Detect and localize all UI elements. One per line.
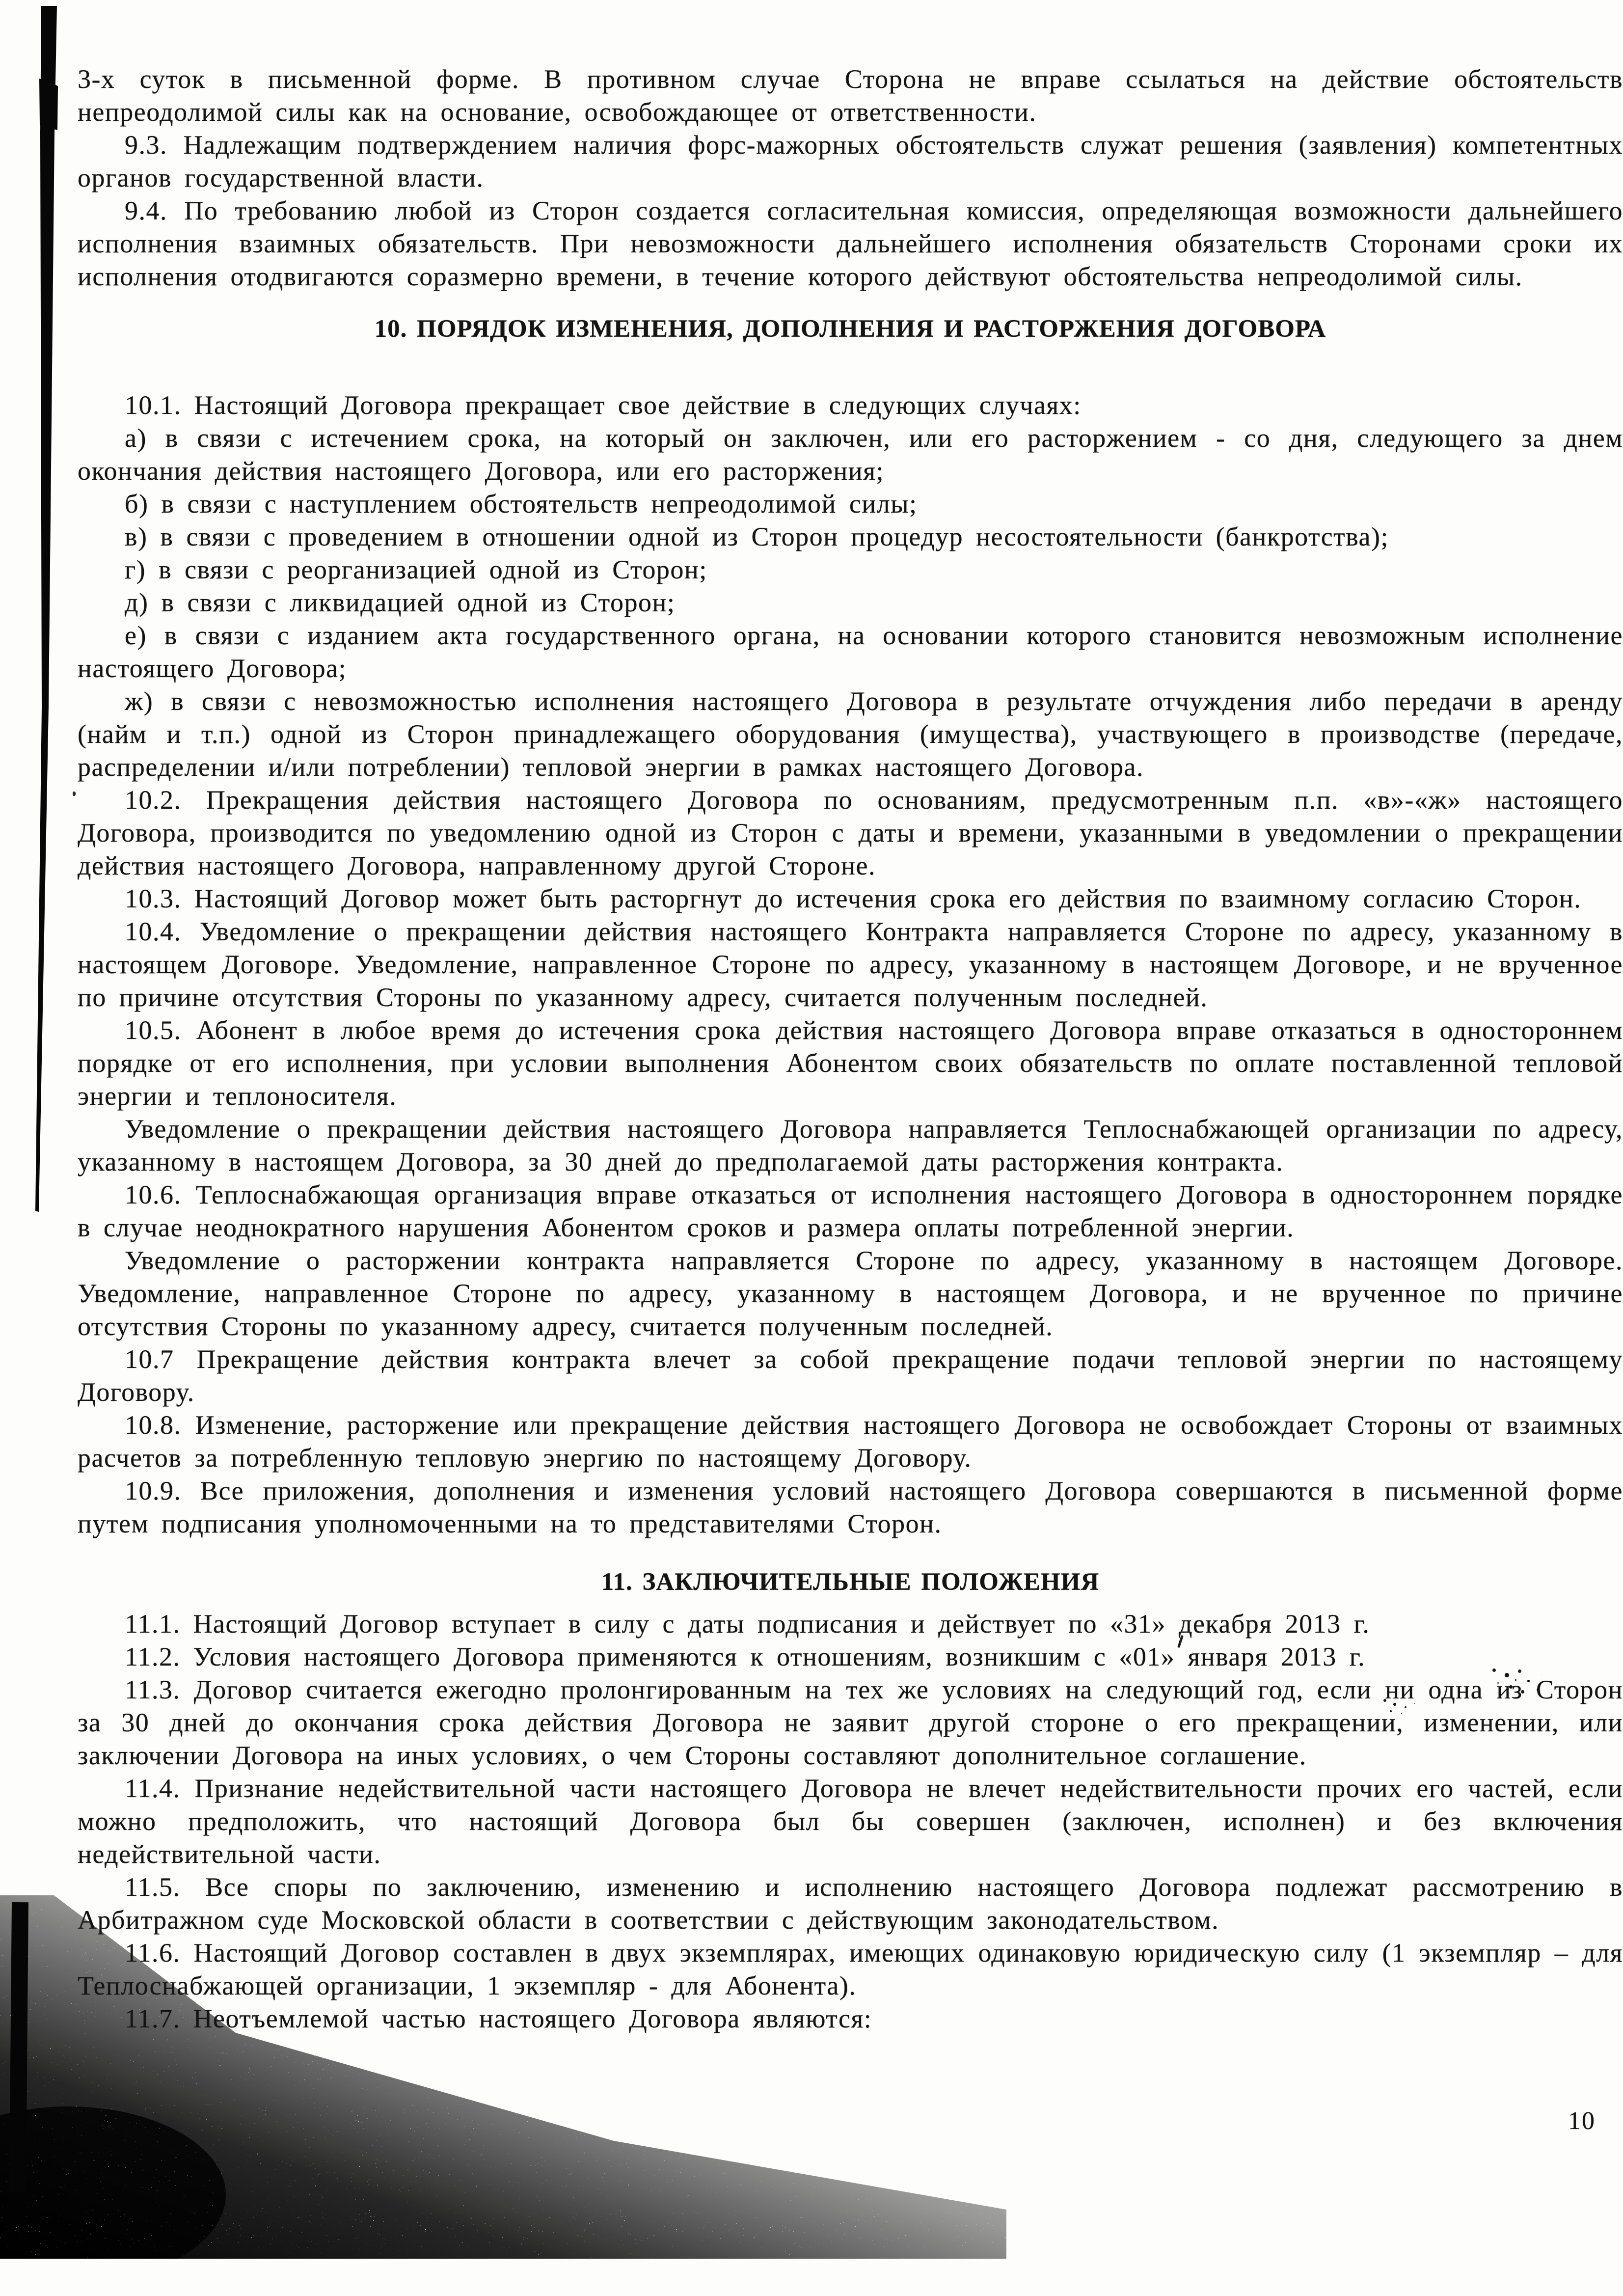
paragraph: 11.4. Признание недействительной части настоящего Договора не влечет недействительности прочих его частей, если можно предположить, что настоящий Договора был бы совершен (заключен, исполнен) и без включения недействительной части. bbox=[78, 1774, 1623, 1869]
paragraph: 3-х суток в письменной форме. В противном случае Сторона не вправе ссылаться на действие обстоятельств непреодолимой силы как на основание, освобождающее от ответственности. bbox=[78, 64, 1623, 127]
paragraph: в) в связи с проведением в отношении одной из Сторон процедур несостоятельности (банкротства); bbox=[125, 522, 1389, 551]
paragraph: 10.9. Все приложения, дополнения и изменения условий настоящего Договора совершаются в письменной форме путем подписания уполномоченными на то представителями Сторон. bbox=[78, 1476, 1623, 1538]
paragraph: е) в связи с изданием акта государственного органа, на основании которого становится невозможным исполнение настоящего Договора; bbox=[78, 621, 1623, 683]
paragraph: 11.7. Неотъемлемой частью настоящего Договора являются: bbox=[125, 2004, 872, 2033]
paragraph: 10.3. Настоящий Договор может быть расторгнут до истечения срока его действия по взаимному согласию Сторон. bbox=[125, 884, 1582, 913]
paragraph: 10.8. Изменение, расторжение или прекращение действия настоящего Договора не освобождает Стороны от взаимных расчетов за потребленную тепловую энергию по настоящему Договору. bbox=[78, 1410, 1623, 1473]
scan-artifact-left-bar bbox=[0, 0, 69, 1237]
paragraph: 9.4. По требованию любой из Сторон создается согласительная комиссия, определяющая возможности дальнейшего исполнения взаимных обязательств. При невозможности дальнейшего исполнения обязательств Сторонами сроки их исполнения отодвигаются соразмерно времени, в течение которого действуют обстоятельства непреодолимой силы. bbox=[78, 196, 1623, 291]
paragraph: Уведомление о расторжении контракта направляется Стороне по адресу, указанному в настоящем Договоре. Уведомление, направленное Стороне по адресу, указанному в настоящем Договора, и не врученное по причине отсутствия Стороны по указанному адресу, считается полученным последней. bbox=[78, 1246, 1623, 1341]
paragraph: д) в связи с ликвидацией одной из Сторон; bbox=[125, 588, 676, 617]
paragraph: б) в связи с наступлением обстоятельств непреодолимой силы; bbox=[125, 489, 918, 519]
paragraph: а) в связи с истечением срока, на который он заключен, или его расторжением - со дня, следующего за днем окончания действия настоящего Договора, или его расторжения; bbox=[78, 423, 1623, 486]
scan-speckle-mark bbox=[73, 792, 76, 796]
paragraph: 9.3. Надлежащим подтверждением наличия форс-мажорных обстоятельств служат решения (заявления) компетентных органов государственной власти. bbox=[78, 130, 1623, 192]
paragraph: 10.1. Настоящий Договора прекращает свое действие в следующих случаях: bbox=[125, 390, 1082, 420]
paragraph: 10.2. Прекращения действия настоящего Договора по основаниям, предусмотренным п.п. «в»-«ж» настоящего Договора, производится по уведомлению одной из Сторон с даты и времени, указанными в уведомлении о прекращении действия настоящего Договора, направленному другой Стороне. bbox=[78, 785, 1623, 880]
paragraph: Уведомление о прекращении действия настоящего Договора направляется Теплоснабжающей организации по адресу, указанному в настоящем Договора, за 30 дней до предполагаемой даты расторжения контракта. bbox=[78, 1114, 1623, 1176]
paragraph: ж) в связи с невозможностью исполнения настоящего Договора в результате отчуждения либо передачи в аренду (найм и т.п.) одной из Сторон принадлежащего оборудования (имущества), участвующего в производстве (передаче, распределении и/или потреблении) тепловой энергии в рамках настоящего Договора. bbox=[78, 686, 1623, 782]
paragraph: 11.6. Настоящий Договор составлен в двух экземплярах, имеющих одинаковую юридическую силу (1 экземпляр – для Теплоснабжающей организации, 1 экземпляр - для Абонента). bbox=[78, 1938, 1623, 2000]
paragraph: 11.2. Условия настоящего Договора применяются к отношениям, возникшим с «01» января 2013 г. bbox=[125, 1642, 1366, 1671]
section-heading: 10. ПОРЯДОК ИЗМЕНЕНИЯ, ДОПОЛНЕНИЯ И РАСТОРЖЕНИЯ ДОГОВОРА bbox=[374, 315, 1326, 343]
paragraph: 11.3. Договор считается ежегодно пролонгированным на тех же условиях на следующий год, если ни одна из Сторон за 30 дней до окончания срока действия Договора не заявит другой стороне о его прекращении, изменении, или заключении Договора на иных условиях, о чем Стороны составляют дополнительное соглашение. bbox=[78, 1675, 1623, 1770]
page-number: 10 bbox=[1568, 2107, 1596, 2135]
paragraph: 10.5. Абонент в любое время до истечения срока действия настоящего Договора вправе отказаться в одностороннем порядке от его исполнения, при условии выполнения Абонентом своих обязательств по оплате поставленной тепловой энергии и теплоносителя. bbox=[78, 1015, 1623, 1111]
paragraph: г) в связи с реорганизацией одной из Сторон; bbox=[125, 555, 707, 584]
paragraph: 11.5. Все споры по заключению, изменению и исполнению настоящего Договора подлежат рассмотрению в Арбитражном суде Московской области в соответствии с действующим законодательством. bbox=[78, 1872, 1623, 1935]
paragraph: 11.1. Настоящий Договор вступает в силу с даты подписания и действует по «31» декабря 2013 г. bbox=[125, 1609, 1370, 1639]
paragraph: 10.6. Теплоснабжающая организация вправе отказаться от исполнения настоящего Договора в одностороннем порядке в случае неоднократного нарушения Абонентом сроков и размера оплаты потребленной энергии. bbox=[78, 1180, 1623, 1242]
paragraph: 10.7 Прекращение действия контракта влечет за собой прекращение подачи тепловой энергии по настоящему Договору. bbox=[78, 1344, 1623, 1407]
document-body bbox=[78, 63, 1623, 2035]
paragraph: 10.4. Уведомление о прекращении действия настоящего Контракта направляется Стороне по адресу, указанному в настоящем Договоре. Уведомление, направленное Стороне по адресу, указанному в настоящем Договоре, и не врученное по причине отсутствия Стороны по указанному адресу, считается полученным последней. bbox=[78, 917, 1623, 1012]
section-heading: 11. ЗАКЛЮЧИТЕЛЬНЫЕ ПОЛОЖЕНИЯ bbox=[601, 1568, 1100, 1596]
